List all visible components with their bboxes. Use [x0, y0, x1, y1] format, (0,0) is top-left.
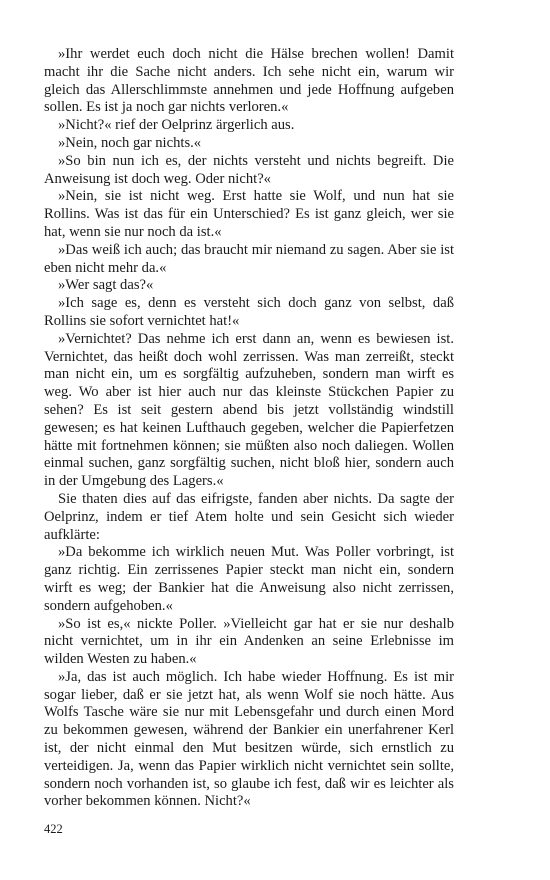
paragraph: »Das weiß ich auch; das braucht mir niemand zu sagen. Aber sie ist eben nicht mehr da.« [44, 241, 454, 276]
page-number: 422 [44, 822, 63, 836]
paragraph: »Da bekomme ich wirklich neuen Mut. Was Poller vorbringt, ist ganz richtig. Ein zerrissenes Papier steckt man nicht ein, sondern wirft es weg; der Bankier hat die Anweisung also nicht zerrissen, sondern aufgehoben.« [44, 544, 454, 614]
paragraph: »Ich sage es, denn es versteht sich doch ganz von selbst, daß Rollins sie sofort vernichtet hat!« [44, 295, 454, 329]
paragraph: »Nein, noch gar nichts.« [58, 134, 202, 151]
paragraph: »Vernichtet? Das nehme ich erst dann an, wenn es bewiesen ist. Vernichtet, das heißt doch wohl zerrissen. Was man zerreißt, steckt man nicht ein, um es sorgfältig aufzuheben, sondern man wirft es weg. Wo aber ist hier auch nur das kleinste Stückchen Papier zu sehen? Es ist seit gestern abend bis jetzt vollständig windstill gewesen; es hat keinen Lufthauch gegeben, welcher die Papierfetzen hätte mit fortnehmen können; sie müßten also noch daliegen. Wollen einmal suchen, ganz sorgfältig suchen, nicht bloß hier, sondern auch in der Umgebung des Lagers.« [44, 330, 454, 490]
paragraph: »So ist es,« nickte Poller. »Vielleicht gar hat er sie nur deshalb nicht vernichtet, um in ihr ein Andenken an seine Erlebnisse im wilden Westen zu haben.« [44, 615, 454, 668]
paragraph: »So bin nun ich es, der nichts versteht und nichts begreift. Die Anweisung ist doch weg. Oder nicht?« [44, 152, 454, 187]
paragraph: »Ihr werdet euch doch nicht die Hälse brechen wollen! Damit macht ihr die Sache nicht anders. Ich sehe nicht ein, warum wir gleich das Allerschlimmste annehmen und jede Hoffnung aufgeben sollen. Es ist ja noch gar nichts verloren.« [44, 46, 454, 116]
book-page-text [44, 46, 454, 811]
paragraph: »Nein, sie ist nicht weg. Erst hatte sie Wolf, und nun hat sie Rollins. Was ist das für ein Unterschied? Es ist ganz gleich, wer sie hat, wenn sie nur noch da ist.« [44, 188, 454, 240]
paragraph: »Ja, das ist auch möglich. Ich habe wieder Hoffnung. Es ist mir sogar lieber, daß er sie jetzt hat, als wenn Wolf sie noch hätte. Aus Wolfs Tasche wäre sie nur mit Lebensgefahr und durch einen Mord zu bekommen gewesen, während der Bankier ein unerfahrener Kerl ist, der nicht einmal den Mut besitzen würde, sich ernstlich zu verteidigen. Ja, wenn das Papier wirklich nicht vernichtet sein sollte, sondern noch vorhanden ist, so glaube ich fest, daß wir es leichter als vorher bekommen können. Nicht?« [44, 668, 454, 810]
paragraph: Sie thaten dies auf das eifrigste, fanden aber nichts. Da sagte der Oelprinz, indem er tief Atem holte und sein Gesicht sich wieder aufklärte: [44, 490, 454, 543]
paragraph: »Nicht?« rief der Oelprinz ärgerlich aus. [58, 117, 295, 134]
paragraph: »Wer sagt das?« [58, 277, 154, 294]
